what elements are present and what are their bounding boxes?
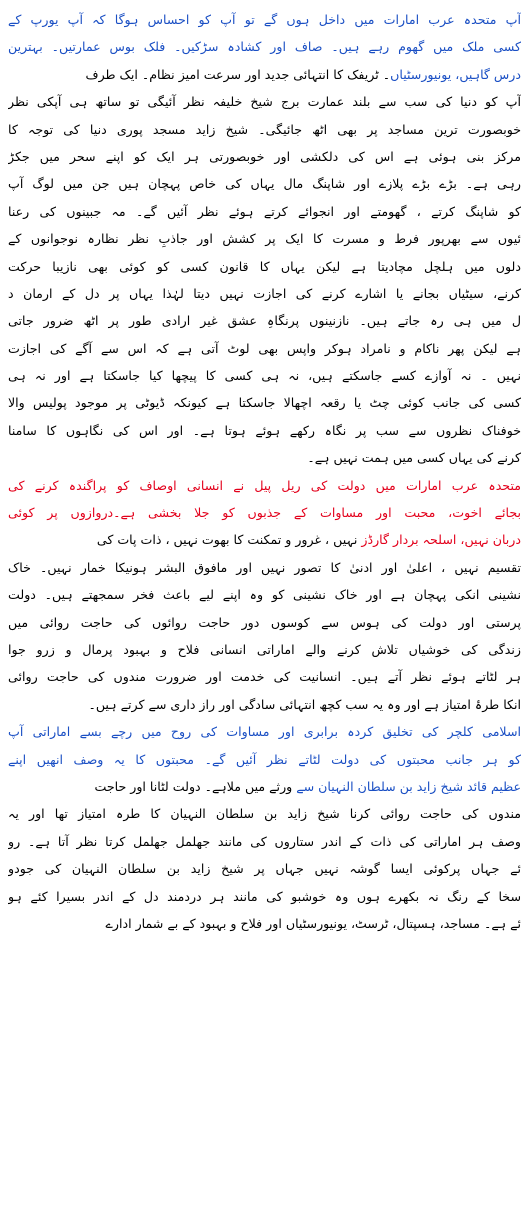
text-line: کسی کی جانب کوئی چٹ یا رقعہ اچھالا جاسکتا ہے کیونکہ ڈیوٹی پر موجود پولیس والا [8,395,521,411]
text-line-mixed [8,773,521,800]
text-line: خوبصورت ترین مساجد پر بھی اٹھ جائیگی۔ شیخ زاید مسجد پوری دنیا کی توجہ کا [8,121,521,137]
text-line: بجائے اخوت، محبت اور مساوات کے جذبوں کو جلا بخشی ہے۔دروازوں پر کوئی [8,505,521,521]
text-line: نشینی انکی پہچان ہے اور خاک نشینی کو وہ اپنے لیے باعث فخر سمجھتے ہیں۔ دولت [8,587,521,603]
text-line: ئے جہاں پرکوئی ایسا گوشہ نہیں جہاں پر شیخ زاید بن سلطان النہیان کی جودو [8,861,521,877]
text-line: ئیوں سے بھرپور فرط و مسرت کا ایک پر کشش اور جاذبِ نظر نظارہ نوجوانوں کے [8,231,521,247]
highlight-text: درس گاہیں، یونیورسٹیاں [390,66,521,82]
text-line: سخا کے رنگ نہ بکھرے ہوں وہ خوشبو کی مانند ہر دردمند دل کے اندر بسیرا کئے ہو [8,888,521,904]
text-line-mixed [8,526,521,553]
text-line: دلوں میں ہلچل مچادیتا ہے لیکن یہاں کا قانون کسی کو کوئی بھی نازیبا حرکت [8,258,521,274]
text-line: وصف ہر اماراتی کی ذات کے اندر ستاروں کی مانند جھلمل جھلمل کرتا نظر آتا ہے۔ رو [8,833,521,849]
paragraph-2 [8,472,521,719]
body-text: ورثے میں ملاہے۔ دولت لٹانا اور حاجت [94,778,297,794]
text-line: پرستی اور دولت کی ہوس سے کوسوں دور حاجت روائوں کی حاجت روائی میں [8,614,521,630]
highlight-text: دربان نہیں، اسلحہ بردار گارڈز [361,532,521,548]
text-line: متحدہ عرب امارات میں دولت کی ریل پیل نے انسانی اوصاف کو پراگندہ کرنے کی [8,477,521,493]
body-text: نہیں ، غرور و تمکنت کا بھوت نہیں ، ذات پات کی [96,532,362,548]
text-line: ئے ہے۔ مساجد، ہسپتال، ٹرسٹ، یونیورسٹیاں اور فلاح و بہبود کے بے شمار ادارے [105,915,521,931]
text-line: آپ متحدہ عرب امارات میں داخل ہوں گے تو آپ کو احساس ہوگا کہ آپ یورپ کے [8,12,521,27]
text-line: زندگی کی خوشیاں تلاش کرنے والے اماراتی انسانی فلاح و بہبود پرمال و زرو جوا [8,641,521,657]
text-line: آپ کو دنیا کی سب سے بلند عمارت برج شیخ خلیفہ نظر آئیگی تو ساتھ ہی آپکی نظر [8,94,521,110]
paragraph-3 [8,718,521,937]
text-line: کسی ملک میں گھوم رہے ہیں۔ صاف اور کشادہ سڑکیں۔ فلک بوس عمارتیں۔ بہترین [8,39,521,55]
text-line: مندوں کی حاجت روائی کرنا شیخ زاید بن سلطان النہیان کا طرہ امتیاز تھا اور یہ [8,806,521,822]
text-line: ل میں ہی رہ جاتے ہیں۔ نازنینوں پرنگاہِ عشق غیر ارادی طور پر اٹھ ضرور جاتی [8,313,521,329]
text-line: ہر لٹاتے ہوئے نظر آتے ہیں۔ انسانیت کی خدمت اور ضرورت مندوں کی حاجت روائی [8,669,521,685]
text-line: کرنے، سیٹیاں بجانے یا اشارے کرنے کی اجازت نہیں دیتا لہٰذا یہاں پر دل کے ارمان د [8,285,521,301]
text-line: انکا طرۂ امتیاز ہے اور وہ یہ سب کچھ انتہائی سادگی اور راز داری سے کرتے ہیں۔ [88,696,521,712]
highlight-text: عظیم قائد شیخ زاید بن سلطان النہیان سے [296,778,521,794]
paragraph-1 [8,6,521,472]
text-line: کو شاپنگ کرتے ، گھومتے اور انجوائے کرتے ہوئے نظر آئیں گے۔ مہ جبینوں کی رعنا [8,203,521,219]
text-line: مرکز بنی ہوئی ہے اس کی دلکشی اور خوبصورتی ہر ایک کو اپنے سحر میں جکڑ [8,148,521,164]
body-text: ۔ ٹریفک کا انتہائی جدید اور سرعت امیز نظام۔ ایک طرف [85,66,391,82]
text-line: رہی ہے۔ بڑے بڑے پلازے اور شاپنگ مال یہاں کی خاص پہچان ہیں جن میں لوگ آپ [8,176,521,192]
text-line: کرنے کی یہاں کسی میں ہمت نہیں ہے۔ [307,450,521,466]
text-line: خوفناک نظروں سے سب پر نگاہ رکھے ہوئے ہوتا ہے۔ اور اس کی نگاہوں کا سامنا [8,422,521,438]
text-line: کو ہر جانب محبتوں کی دولت لٹاتے نظر آئیں گے۔ محبتوں کا یہ وصف انھیں اپنے [8,751,521,767]
text-line: تقسیم نہیں ، اعلیٰ اور ادنیٰ کا تصور نہیں اور مافوق البشر ہونیکا خمار نہیں۔ خاک [8,559,521,575]
text-line: ہے لیکن پھر ناکام و نامراد ہوکر واپس بھی لوٹ آتی ہے کہ اس سے آگے کی اجازت [8,340,521,356]
text-line: اسلامی کلچر کی تخلیق کردہ برابری اور مساوات کی روح میں رچے بسے اماراتی آپ [8,724,521,740]
text-line: نہیں ۔ نہ آوازے کسے جاسکتے ہیں، نہ ہی کسی کا پیچھا کیا جاسکتا ہے اور نہ ہی [8,368,521,384]
text-line-mixed [8,61,521,88]
